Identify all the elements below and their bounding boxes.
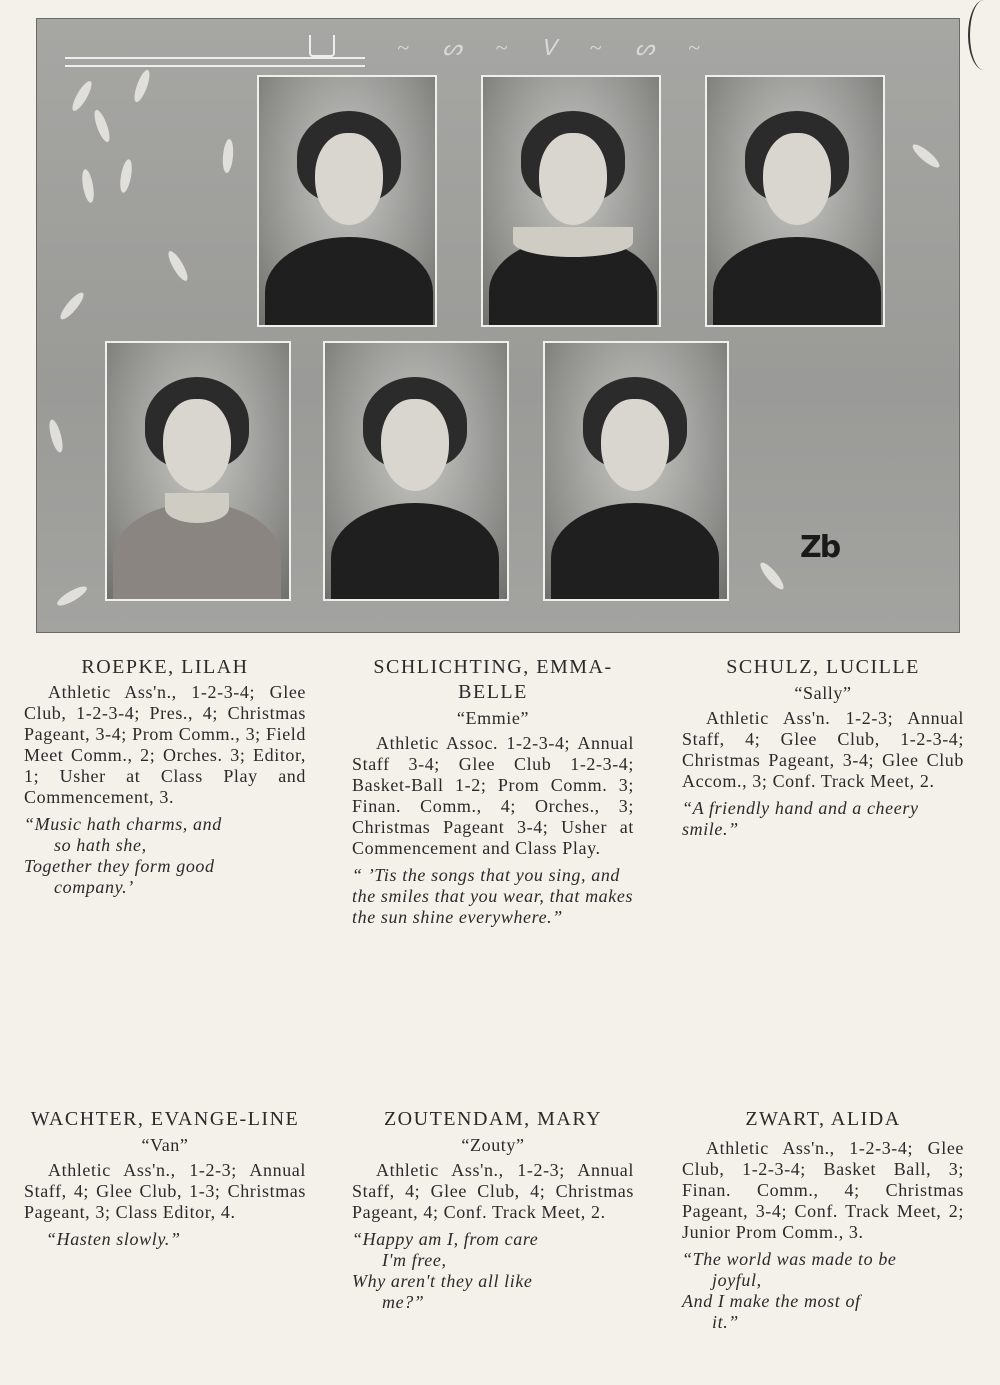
decorative-script: ~ ᔕ ~ ᐯ ~ ᔕ ~ — [397, 35, 714, 60]
student-quote: “Hasten slowly.” — [46, 1229, 181, 1249]
student-name: SCHULZ, LUCILLE — [726, 656, 920, 678]
student-nickname: “Sally” — [794, 683, 852, 703]
leaf-icon — [91, 108, 112, 143]
student-nickname: “Van” — [141, 1135, 189, 1155]
portrait-schlichting — [481, 75, 661, 327]
student-quote: “Music hath charms, and so hath she, Together they form good company.’ — [24, 814, 222, 897]
leaf-icon — [165, 249, 191, 283]
portrait-zwart — [543, 341, 729, 601]
portrait-roepke — [257, 75, 437, 327]
portrait-schulz — [705, 75, 885, 327]
entry-schlichting — [352, 655, 634, 928]
leaf-icon — [131, 68, 152, 103]
student-name: ROEPKE, LILAH — [81, 656, 249, 678]
entry-roepke — [24, 655, 306, 898]
leaf-icon — [910, 141, 942, 171]
leaf-icon — [118, 158, 134, 193]
student-name: WACHTER, EVANGE-LINE — [30, 1108, 300, 1130]
entry-wachter — [24, 1107, 306, 1250]
leaf-icon — [57, 290, 87, 322]
yearbook-logo: Zb — [800, 530, 840, 565]
entry-schulz — [682, 655, 964, 840]
page-edge-mark — [968, 0, 1000, 70]
leaf-icon — [47, 418, 65, 453]
leaf-icon — [55, 583, 89, 609]
leaf-icon — [222, 139, 235, 174]
entry-zoutendam — [352, 1107, 634, 1313]
student-activities: Athletic Ass'n., 1-2-3; Annual Staff, 4; Glee Club, 4; Christmas Pageant, 4; Conf. Track Meet, 2. — [352, 1160, 634, 1222]
student-nickname: “Emmie” — [456, 708, 530, 728]
leaf-icon — [757, 560, 787, 592]
student-name: ZWART, ALIDA — [745, 1108, 901, 1130]
leaf-icon — [80, 168, 96, 203]
student-activities: Athletic Ass'n. 1-2-3; Annual Staff, 4; Glee Club, 1-2-3-4; Christmas Pageant, 3-4; Glee Club Accom., 3; Conf. Track Meet, 2. — [682, 708, 964, 791]
student-quote: “ ’Tis the songs that you sing, and the smiles that you wear, that makes the sun shine everywhere.” — [352, 865, 634, 927]
student-quote: “Happy am I, from care I'm free, Why aren't they all like me?” — [352, 1229, 539, 1312]
decorative-pot-icon — [309, 35, 335, 57]
student-quote: “A friendly hand and a cheery smile.” — [682, 798, 919, 839]
student-name: SCHLICHTING, EMMA-BELLE — [373, 656, 613, 703]
entry-zwart — [682, 1107, 964, 1333]
student-activities: Athletic Ass'n., 1-2-3-4; Glee Club, 1-2-3-4; Pres., 4; Christmas Pageant, 3-4; Prom Comm., 3; Field Meet Comm., 2; Orches. 3; Editor, 1; Usher at Class Play and Commencement, 3. — [24, 682, 306, 807]
decorative-bar — [65, 57, 365, 67]
student-activities: Athletic Assoc. 1-2-3-4; Annual Staff 3-4; Glee Club 1-2-3-4; Basket-Ball 1-2; Prom Comm. 3; Finan. Comm., 4; Orches., 3; Christmas Pageant 3-4; Usher at Commencement and Class Play. — [352, 733, 634, 858]
student-activities: Athletic Ass'n., 1-2-3; Annual Staff, 4; Glee Club, 1-3; Christmas Pageant, 3; Class Editor, 4. — [24, 1160, 306, 1222]
student-nickname: “Zouty” — [461, 1135, 525, 1155]
student-activities: Athletic Ass'n., 1-2-3-4; Glee Club, 1-2-3-4; Basket Ball, 3; Finan. Comm., 4; Christmas Pageant, 3-4; Conf. Track Meet, 2; Junior Prom Comm., 3. — [682, 1138, 964, 1242]
student-quote: “The world was made to be joyful, And I make the most of it.” — [682, 1249, 897, 1332]
leaf-icon — [69, 79, 95, 113]
portrait-zoutendam — [323, 341, 509, 601]
student-name: ZOUTENDAM, MARY — [383, 1108, 603, 1130]
portrait-wachter — [105, 341, 291, 601]
